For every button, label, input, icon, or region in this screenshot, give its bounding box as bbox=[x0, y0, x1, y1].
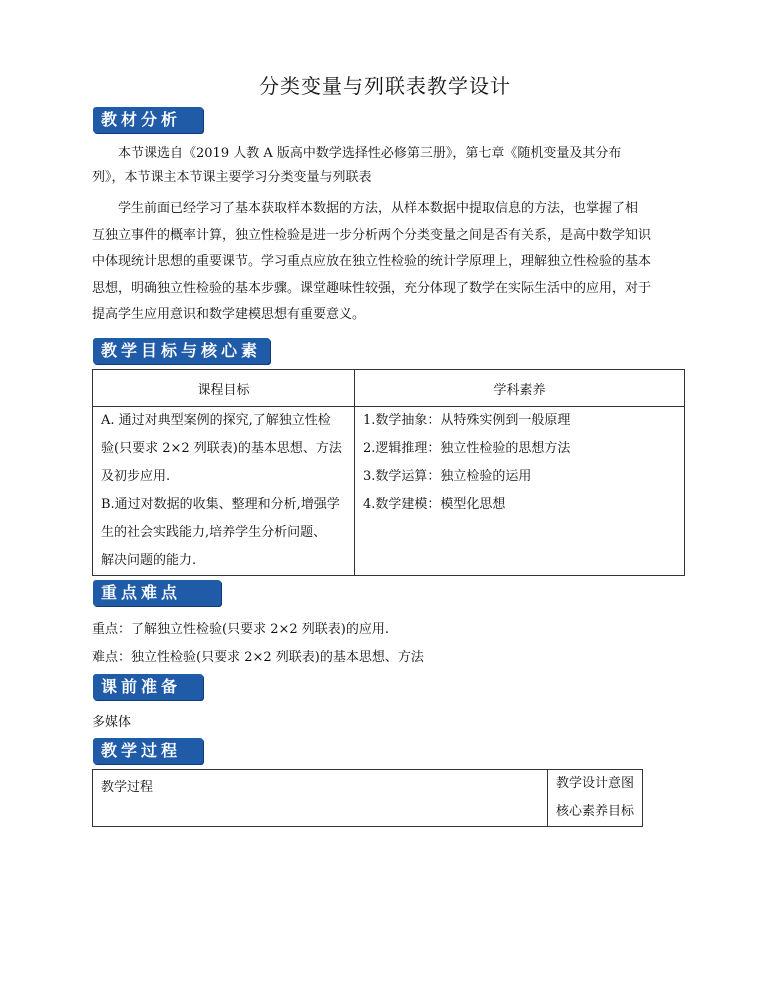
core-literacy-goal-label: 核心素养目标 bbox=[556, 804, 635, 819]
analysis-p1-line-2: 列》，本节课主本节课主要学习分类变量与列联表 bbox=[92, 170, 372, 185]
difficult-point-text: 难点：独立性检验(只要求 2×2 列联表)的基本思想、方法 bbox=[92, 650, 424, 665]
analysis-p2-line-5: 提高学生应用意识和数学建模思想有重要意义。 bbox=[92, 307, 366, 322]
design-intent-label: 教学设计意图 bbox=[556, 776, 635, 791]
literacy-line: 2.逻辑推理：独立性检验的思想方法 bbox=[363, 441, 571, 456]
section-badge-keypoints: 重点难点 bbox=[93, 580, 221, 606]
analysis-p1-line-1: 本节课选自《2019 人教 A 版高中数学选择性必修第三册》，第七章《随机变量及其分布 bbox=[118, 146, 622, 161]
goals-course-objectives bbox=[93, 407, 355, 576]
literacy-line: 1.数学抽象：从特殊实例到一般原理 bbox=[363, 413, 571, 428]
objective-line: B.通过对数据的收集、整理和分析,增强学 bbox=[101, 497, 340, 512]
goals-table bbox=[92, 369, 685, 576]
section-badge-goals: 教学目标与核心素养 bbox=[93, 338, 270, 364]
process-table bbox=[92, 769, 643, 827]
objective-line: A. 通过对典型案例的探究,了解独立性检 bbox=[101, 413, 331, 428]
analysis-paragraph-1 bbox=[92, 142, 682, 190]
objective-line: 及初步应用. bbox=[101, 469, 171, 484]
objective-line: 验(只要求 2×2 列联表)的基本思想、方法 bbox=[101, 441, 342, 456]
goals-header-right: 学科素养 bbox=[355, 370, 685, 407]
analysis-paragraph-2 bbox=[92, 196, 682, 329]
analysis-p2-line-3: 中体现统计思想的重要课节。学习重点应放在独立性检验的统计学原理上，理解独立性检验的基本 bbox=[92, 254, 652, 269]
key-point-text: 重点：了解独立性检验(只要求 2×2 列联表)的应用. bbox=[92, 622, 389, 637]
goals-header-left: 课程目标 bbox=[93, 370, 355, 407]
prep-text: 多媒体 bbox=[92, 715, 132, 730]
process-label: 教学过程 bbox=[101, 780, 154, 795]
analysis-p2-line-2: 互独立事件的概率计算，独立性检验是进一步分析两个分类变量之间是否有关系，是高中数学知识 bbox=[92, 227, 652, 243]
objective-line: 解决问题的能力. bbox=[101, 553, 197, 568]
objective-line: 生的社会实践能力,培养学生分析问题、 bbox=[101, 525, 327, 540]
goals-subject-literacy bbox=[355, 407, 685, 576]
analysis-p2-line-4: 思想，明确独立性检验的基本步骤。课堂趣味性较强，充分体现了数学在实际生活中的应用，对于 bbox=[92, 280, 652, 296]
analysis-p2-line-1: 学生前面已经学习了基本获取样本数据的方法，从样本数据中提取信息的方法，也掌握了相 bbox=[118, 201, 639, 216]
document-title: 分类变量与列联表教学设计 bbox=[259, 74, 511, 98]
section-badge-analysis: 教材分析 bbox=[93, 107, 203, 133]
literacy-line: 3.数学运算：独立检验的运用 bbox=[363, 469, 532, 484]
section-badge-prep: 课前准备 bbox=[93, 674, 203, 700]
section-badge-process: 教学过程 bbox=[93, 738, 203, 764]
process-side-cell bbox=[548, 770, 643, 827]
literacy-line: 4.数学建模：模型化思想 bbox=[363, 497, 506, 512]
process-content-cell bbox=[93, 770, 548, 827]
